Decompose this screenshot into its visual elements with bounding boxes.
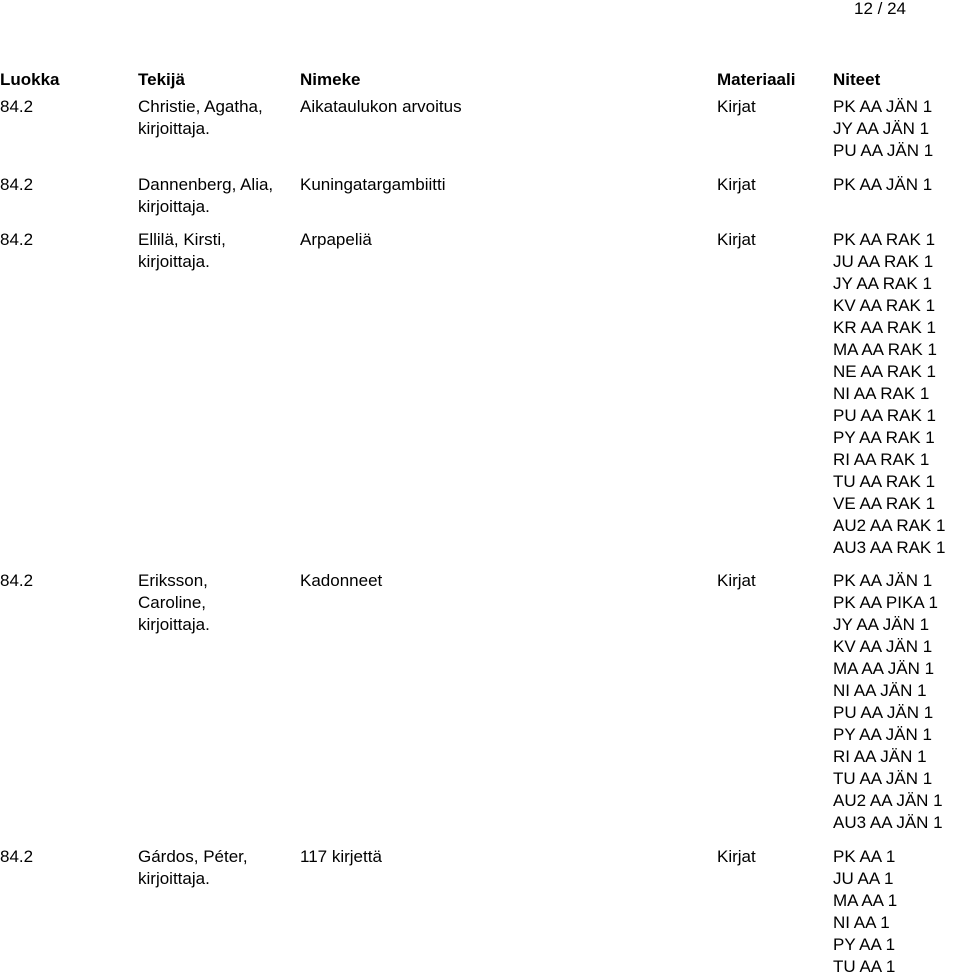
cell-tekija: [138, 570, 210, 636]
cell-tekija: [138, 846, 248, 890]
cell-luokka: 84.2: [0, 97, 34, 116]
header-luokka: Luokka: [0, 70, 60, 89]
nide-line: NI AA RAK 1: [833, 384, 930, 403]
tekija-line: Ellilä, Kirsti,: [138, 230, 226, 249]
nide-line: PY AA RAK 1: [833, 428, 935, 447]
nide-line: PY AA JÄN 1: [833, 725, 932, 744]
nide-line: PK AA RAK 1: [833, 230, 936, 249]
tekija-line: Christie, Agatha,: [138, 97, 263, 116]
nide-line: TU AA RAK 1: [833, 472, 936, 491]
nide-line: NI AA JÄN 1: [833, 681, 927, 700]
header-tekija: Tekijä: [138, 70, 185, 89]
tekija-line: Eriksson,: [138, 571, 208, 590]
tekija-line: Dannenberg, Alia,: [138, 175, 274, 194]
cell-nimeke: Arpapeliä: [300, 230, 372, 249]
nide-line: AU2 AA RAK 1: [833, 516, 946, 535]
nide-line: NI AA 1: [833, 913, 890, 932]
nide-line: JU AA 1: [833, 869, 894, 888]
tekija-line: kirjoittaja.: [138, 615, 210, 634]
nide-line: KV AA JÄN 1: [833, 637, 933, 656]
nide-line: PY AA 1: [833, 935, 896, 954]
cell-materiaali: Kirjat: [717, 571, 756, 590]
nide-line: PU AA RAK 1: [833, 406, 936, 425]
nide-line: PU AA JÄN 1: [833, 703, 934, 722]
tekija-line: kirjoittaja.: [138, 869, 210, 888]
cell-materiaali: Kirjat: [717, 847, 756, 866]
cell-nimeke: 117 kirjettä: [300, 847, 382, 866]
nide-line: JY AA RAK 1: [833, 274, 932, 293]
nide-line: NE AA RAK 1: [833, 362, 936, 381]
nide-line: JY AA JÄN 1: [833, 119, 930, 138]
nide-line: MA AA 1: [833, 891, 898, 910]
nide-line: KV AA RAK 1: [833, 296, 936, 315]
nide-line: RI AA RAK 1: [833, 450, 930, 469]
tekija-line: Gárdos, Péter,: [138, 847, 248, 866]
cell-materiaali: Kirjat: [717, 97, 756, 116]
nide-line: TU AA JÄN 1: [833, 769, 933, 788]
header-nimeke: Nimeke: [300, 70, 361, 89]
header-niteet: Niteet: [833, 70, 881, 89]
nide-line: VE AA RAK 1: [833, 494, 936, 513]
nide-line: PU AA JÄN 1: [833, 141, 934, 160]
cell-nimeke: Aikataulukon arvoitus: [300, 97, 462, 116]
cell-nimeke: Kuningatargambiitti: [300, 175, 446, 194]
nide-line: MA AA JÄN 1: [833, 659, 935, 678]
table-header: [0, 69, 960, 91]
nide-line: AU2 AA JÄN 1: [833, 791, 943, 810]
nide-line: AU3 AA RAK 1: [833, 538, 946, 557]
cell-niteet: [833, 846, 897, 978]
cell-tekija: [138, 229, 226, 273]
header-materiaali: Materiaali: [717, 70, 796, 89]
cell-niteet: [833, 229, 945, 559]
tekija-line: Caroline,: [138, 593, 207, 612]
cell-niteet: [833, 570, 943, 834]
tekija-line: kirjoittaja.: [138, 197, 210, 216]
tekija-line: kirjoittaja.: [138, 119, 210, 138]
cell-luokka: 84.2: [0, 571, 34, 590]
nide-line: PK AA PIKA 1: [833, 593, 938, 612]
nide-line: AU3 AA JÄN 1: [833, 813, 943, 832]
cell-niteet: [833, 96, 933, 162]
cell-luokka: 84.2: [0, 175, 34, 194]
cell-tekija: [138, 96, 263, 140]
nide-line: PK AA JÄN 1: [833, 97, 933, 116]
nide-line: RI AA JÄN 1: [833, 747, 927, 766]
nide-line: KR AA RAK 1: [833, 318, 936, 337]
page-number: 12 / 24: [854, 0, 906, 18]
cell-tekija: [138, 174, 273, 218]
cell-luokka: 84.2: [0, 230, 34, 249]
nide-line: PK AA JÄN 1: [833, 571, 933, 590]
nide-line: JU AA RAK 1: [833, 252, 934, 271]
nide-line: PK AA 1: [833, 847, 896, 866]
cell-niteet: [833, 174, 932, 196]
cell-materiaali: Kirjat: [717, 230, 756, 249]
cell-materiaali: Kirjat: [717, 175, 756, 194]
cell-nimeke: Kadonneet: [300, 571, 383, 590]
nide-line: PK AA JÄN 1: [833, 175, 933, 194]
tekija-line: kirjoittaja.: [138, 252, 210, 271]
nide-line: TU AA 1: [833, 957, 896, 976]
cell-luokka: 84.2: [0, 847, 34, 866]
nide-line: JY AA JÄN 1: [833, 615, 930, 634]
nide-line: MA AA RAK 1: [833, 340, 937, 359]
